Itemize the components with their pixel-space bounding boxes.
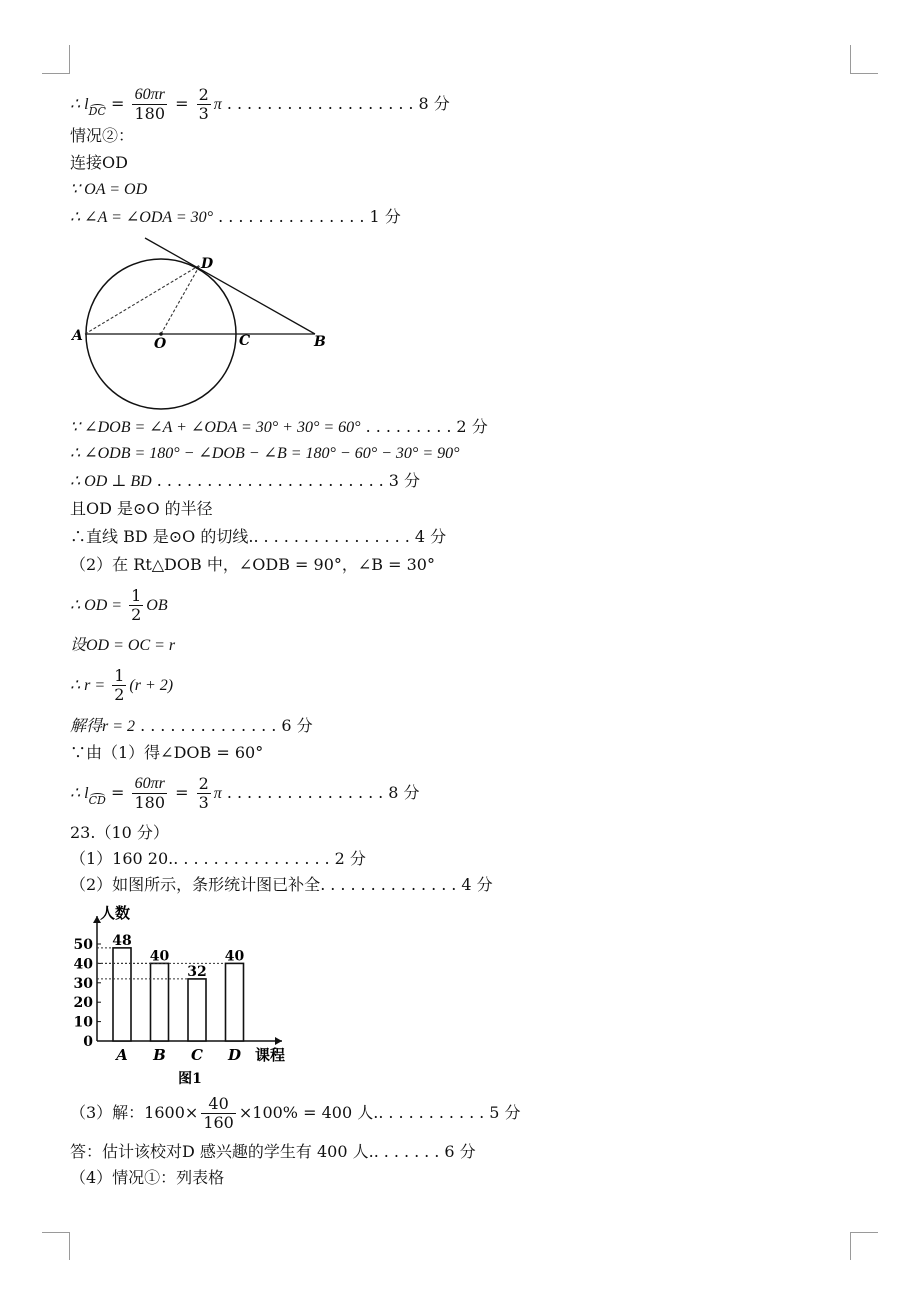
label-b: B bbox=[314, 334, 326, 350]
data-label: 48 bbox=[112, 932, 132, 949]
bar-b bbox=[151, 963, 169, 1041]
y-tick-label: 50 bbox=[73, 937, 93, 953]
x-tick-label: D bbox=[227, 1046, 242, 1064]
from-part-1: ∵由（1）得∠DOB = 60° bbox=[70, 743, 264, 762]
part-1-answer: （1）160 20.................2 分 bbox=[70, 849, 366, 868]
tangent-conclusion: ∴直线 BD 是⊙O 的切线.................4 分 bbox=[70, 527, 447, 546]
geometry-figure bbox=[70, 232, 340, 414]
question-23-heading: 23.（10 分） bbox=[70, 823, 169, 842]
y-tick-label: 40 bbox=[73, 956, 93, 973]
chart-caption: 图1 bbox=[178, 1071, 202, 1087]
x-axis-arrow bbox=[275, 1037, 282, 1045]
because-line: ∵ OA = OD bbox=[70, 181, 148, 198]
bar-d bbox=[226, 963, 244, 1041]
arc-subscript: DC bbox=[88, 105, 106, 118]
score: 5 分 bbox=[489, 1103, 521, 1122]
data-label: 40 bbox=[149, 948, 170, 965]
score: 4 分 bbox=[414, 527, 447, 546]
crop-mark-tl-h bbox=[42, 73, 70, 74]
part-2-line: （2）在 Rt△DOB 中，∠ODB = 90°，∠B = 30° bbox=[70, 555, 435, 574]
leader-dots: ................... bbox=[226, 94, 419, 113]
x-tick-label: B bbox=[153, 1046, 166, 1064]
arc-length-line-2: ∴ l $_{CD}$ = $\frac{60\pi r}{180}$ = $\frac{2}{3}$ π ................8 分 bbox=[70, 774, 420, 812]
crop-mark-tr-h bbox=[850, 73, 878, 74]
y-tick-label: 30 bbox=[73, 975, 93, 992]
set-radius: 设OD = OC = r bbox=[70, 637, 176, 654]
bar-chart bbox=[70, 898, 310, 1090]
perpendicular-line: ∴ OD ⊥ BD .......................3 分 bbox=[70, 471, 421, 490]
y-axis-label: 人数 bbox=[100, 904, 131, 922]
data-label: 40 bbox=[224, 948, 245, 965]
score: 2 分 bbox=[334, 849, 366, 868]
crop-mark-br-v bbox=[850, 1232, 851, 1260]
crop-mark-bl-v bbox=[69, 1232, 70, 1260]
angle-line: ∴ ∠A = ∠ODA = 30° ...............1 分 bbox=[70, 207, 401, 226]
bar-c bbox=[188, 979, 206, 1041]
od-half-ob: ∴ OD = $\frac{1}{2}$ OB bbox=[70, 586, 168, 624]
part-3-answer: （3）解：1600× $\frac{40}{160}$ ×100% = 400 人............5 分 bbox=[70, 1094, 521, 1132]
radius-line: 且OD 是⊙O 的半径 bbox=[70, 499, 213, 518]
x-tick-label: C bbox=[191, 1046, 203, 1064]
score: 1 分 bbox=[369, 207, 401, 226]
angle-odb-line: ∴ ∠ODB = 180° − ∠DOB − ∠B = 180° − 60° − 30° = 90° bbox=[70, 445, 460, 462]
r-equation: ∴ r = $\frac{1}{2}$ (r + 2) bbox=[70, 666, 174, 704]
label-d: D bbox=[201, 256, 214, 272]
crop-mark-tr-v bbox=[850, 45, 851, 74]
arc-length-line-1: ∴ l $_{DC}$ = $\frac{60\pi r}{180}$ = $\frac{2}{3}$ π ...................8 分 bbox=[70, 85, 450, 123]
score: 8 分 bbox=[388, 783, 420, 802]
connect-od: 连接OD bbox=[70, 153, 128, 172]
crop-mark-br-h bbox=[850, 1232, 878, 1233]
answer-conclusion: 答：估计该校对D 感兴趣的学生有 400 人........6 分 bbox=[70, 1142, 476, 1161]
data-label: 32 bbox=[187, 963, 207, 980]
y-tick-label: 10 bbox=[73, 1014, 93, 1031]
score: 8 分 bbox=[418, 94, 450, 113]
y-tick-label: 0 bbox=[83, 1034, 93, 1050]
part-4-heading: （4）情况①：列表格 bbox=[70, 1168, 225, 1187]
score: 4 分 bbox=[461, 875, 493, 894]
bar-a bbox=[113, 948, 131, 1041]
x-axis-label: 课程 bbox=[255, 1046, 286, 1064]
angle-dob-line: ∵ ∠DOB = ∠A + ∠ODA = 30° + 30° = 60° .........2 分 bbox=[70, 417, 488, 436]
solve-r: 解得r = 2 ..............6 分 bbox=[70, 716, 313, 735]
x-tick-label: A bbox=[116, 1046, 128, 1064]
segment-od bbox=[161, 265, 200, 334]
fraction: $\frac{60\pi r}{180}$ bbox=[134, 86, 165, 123]
fraction: $\frac{2}{3}$ bbox=[198, 85, 209, 123]
score: 3 分 bbox=[388, 471, 421, 490]
label-c: C bbox=[239, 333, 251, 349]
score: 6 分 bbox=[444, 1142, 476, 1161]
therefore-l: ∴ l bbox=[70, 96, 89, 113]
score: 6 分 bbox=[281, 716, 313, 735]
tangent-bd bbox=[145, 238, 315, 334]
crop-mark-bl-h bbox=[42, 1232, 70, 1233]
case-heading: 情况②： bbox=[70, 126, 135, 145]
y-tick-label: 20 bbox=[73, 995, 93, 1012]
crop-mark-tl-v bbox=[69, 45, 70, 74]
label-a: A bbox=[72, 328, 83, 344]
part-2-answer: （2）如图所示，条形统计图已补全..............4 分 bbox=[70, 875, 493, 894]
label-o: O bbox=[154, 336, 167, 352]
score: 2 分 bbox=[456, 417, 488, 436]
segment-ad bbox=[85, 265, 200, 334]
